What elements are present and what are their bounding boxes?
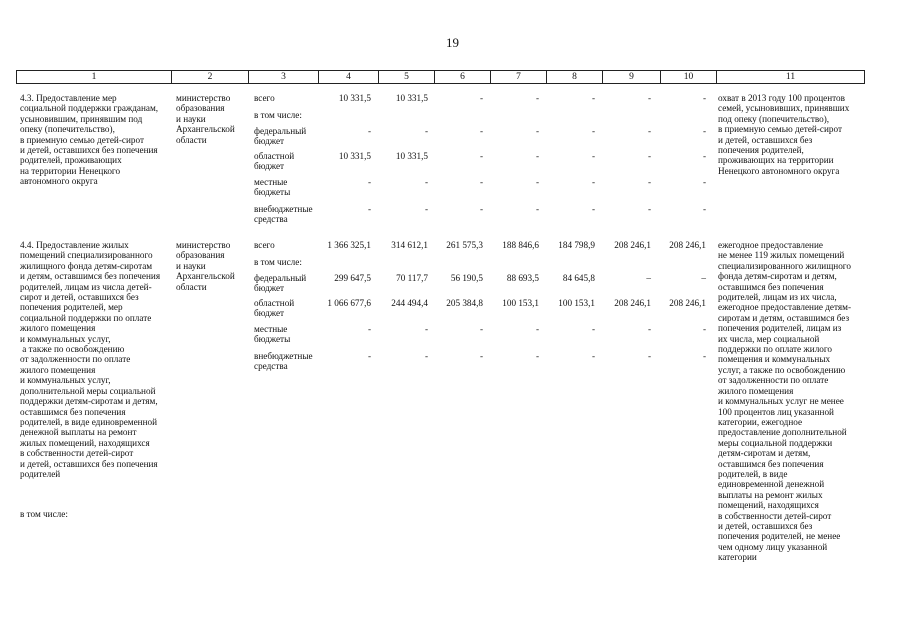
funding-source: федеральный бюджет xyxy=(254,126,307,147)
funding-value: - xyxy=(591,126,595,136)
funding-source: областной бюджет xyxy=(254,298,295,319)
funding-value: - xyxy=(479,351,483,361)
column-header: 10 xyxy=(661,71,717,84)
funding-value: - xyxy=(367,351,371,361)
funding-value: - xyxy=(702,177,706,187)
funding-value: - xyxy=(479,204,483,214)
expected-result: охват в 2013 году 100 процентов семей, усыновивших, принявших под опеку (попечительство), в приемную семью детей-сирот и детей, оставшихся без попечения родителей, проживающих на территории Ненецкого автономного округа xyxy=(718,93,850,176)
funding-value: - xyxy=(591,177,595,187)
executor: министерство образования и науки Архангельской области xyxy=(176,240,235,292)
funding-value: 184 798,9 xyxy=(558,240,595,250)
sub-label: в том числе: xyxy=(20,509,68,519)
funding-value: 100 153,1 xyxy=(502,298,539,308)
funding-source: всего xyxy=(254,240,275,250)
funding-value: 10 331,5 xyxy=(338,151,371,161)
funding-value: - xyxy=(647,351,651,361)
measure-name: 4.4. Предоставление жилых помещений специализированного жилищного фонда детям-сиротам и детям, оставшимся без попечения родителей, лицам из числа детей- сирот и детей, оставшихся без попечения родителей, мер социальной поддержки по оплате жилого помещения и коммунальных услуг, а также по освобождению от задолженности по оплате жилого помещения и коммунальных услуг, дополнительной меры социальной поддержки детям-сиротам и детям, оставшимся без попечения родителей, в виде единовременной денежной выплаты на ремонт жилых помещений, находящихся в собственности детей-сирот и детей, оставшихся без попечения родителей xyxy=(20,240,161,479)
funding-source: местные бюджеты xyxy=(254,177,291,198)
funding-value: - xyxy=(424,177,428,187)
funding-value: - xyxy=(591,351,595,361)
funding-source: федеральный бюджет xyxy=(254,273,307,294)
funding-source: всего xyxy=(254,93,275,103)
column-header: 3 xyxy=(249,71,319,84)
column-header: 8 xyxy=(547,71,603,84)
funding-value: 205 384,8 xyxy=(446,298,483,308)
funding-value: - xyxy=(367,204,371,214)
column-header: 1 xyxy=(17,71,172,84)
funding-value: 244 494,4 xyxy=(391,298,428,308)
funding-value: - xyxy=(479,151,483,161)
column-header: 4 xyxy=(319,71,379,84)
funding-source: в том числе: xyxy=(254,257,302,267)
funding-value: - xyxy=(367,126,371,136)
funding-value: - xyxy=(479,177,483,187)
funding-source: внебюджетные средства xyxy=(254,351,313,372)
funding-value: - xyxy=(367,177,371,187)
funding-value: - xyxy=(535,126,539,136)
funding-value: 208 246,1 xyxy=(614,240,651,250)
funding-value: 10 331,5 xyxy=(338,93,371,103)
funding-value: 188 846,6 xyxy=(502,240,539,250)
funding-value: - xyxy=(647,324,651,334)
executor: министерство образования и науки Архангельской области xyxy=(176,93,235,145)
column-header: 11 xyxy=(717,71,865,84)
funding-value: - xyxy=(647,151,651,161)
funding-value: 299 647,5 xyxy=(334,273,371,283)
funding-value: - xyxy=(535,177,539,187)
funding-value: - xyxy=(424,204,428,214)
column-header: 5 xyxy=(379,71,435,84)
funding-value: – xyxy=(646,273,651,283)
funding-value: 208 246,1 xyxy=(669,240,706,250)
funding-value: - xyxy=(479,93,483,103)
funding-value: - xyxy=(535,151,539,161)
funding-value: - xyxy=(647,93,651,103)
funding-source: в том числе: xyxy=(254,110,302,120)
funding-value: - xyxy=(647,177,651,187)
funding-value: - xyxy=(479,324,483,334)
column-number-header xyxy=(16,70,865,84)
funding-value: - xyxy=(367,324,371,334)
funding-value: - xyxy=(535,351,539,361)
funding-value: 261 575,3 xyxy=(446,240,483,250)
funding-value: - xyxy=(591,204,595,214)
funding-source: внебюджетные средства xyxy=(254,204,313,225)
funding-value: 10 331,5 xyxy=(395,93,428,103)
funding-value: - xyxy=(591,151,595,161)
column-header: 6 xyxy=(435,71,491,84)
funding-value: - xyxy=(702,351,706,361)
funding-value: – xyxy=(701,273,706,283)
column-header: 9 xyxy=(603,71,661,84)
measure-name: 4.3. Предоставление мер социальной поддержки гражданам, усыновившим, принявшим под опеку (попечительство), в приемную семью детей-сирот и детей, оставшихся без попечения родителей, проживающих на территории Ненецкого автономного округа xyxy=(20,93,159,187)
funding-source: местные бюджеты xyxy=(254,324,291,345)
funding-value: - xyxy=(702,126,706,136)
funding-value: - xyxy=(424,351,428,361)
funding-value: - xyxy=(591,93,595,103)
funding-value: - xyxy=(702,93,706,103)
funding-value: 208 246,1 xyxy=(614,298,651,308)
funding-value: 1 366 325,1 xyxy=(327,240,371,250)
funding-value: - xyxy=(424,324,428,334)
column-header: 2 xyxy=(172,71,249,84)
funding-value: 100 153,1 xyxy=(558,298,595,308)
funding-value: - xyxy=(479,126,483,136)
funding-value: 314 612,1 xyxy=(391,240,428,250)
funding-value: - xyxy=(535,324,539,334)
funding-value: - xyxy=(535,204,539,214)
funding-value: - xyxy=(702,151,706,161)
funding-value: 84 645,8 xyxy=(562,273,595,283)
funding-source: областной бюджет xyxy=(254,151,295,172)
funding-value: 88 693,5 xyxy=(506,273,539,283)
expected-result: ежегодное предоставление не менее 119 жилых помещений специализированного жилищного фонда детям-сиротам и детям, оставшимся без попечения родителей, лицам из их числа, ежегодное предоставление детям- сиротам и детям, оставшимся без попечения родителей, лицам из их числа, мер социальной поддержки по оплате жилого помещения и коммунальных услуг, а также по освобождению от задолженности по оплате жилого помещения и коммунальных услуг не менее 100 процентов лиц указанной категории, ежегодное предоставление дополнительной меры социальной поддержки детям-сиротам и детям, оставшимся без попечения родителей, в виде единовременной денежной выплаты на ремонт жилых помещений, находящихся в собственности детей-сирот и детей, оставшихся без попечения родителей, не менее чем одному лицу указанной категории xyxy=(718,240,852,563)
funding-value: 10 331,5 xyxy=(395,151,428,161)
funding-value: 208 246,1 xyxy=(669,298,706,308)
page-number: 19 xyxy=(446,35,459,50)
funding-value: - xyxy=(647,204,651,214)
funding-value: - xyxy=(702,324,706,334)
funding-value: 1 066 677,6 xyxy=(327,298,371,308)
funding-value: - xyxy=(647,126,651,136)
funding-value: - xyxy=(591,324,595,334)
funding-value: 70 117,7 xyxy=(396,273,428,283)
funding-value: - xyxy=(535,93,539,103)
funding-value: 56 190,5 xyxy=(450,273,483,283)
funding-value: - xyxy=(702,204,706,214)
column-header: 7 xyxy=(491,71,547,84)
funding-value: - xyxy=(424,126,428,136)
